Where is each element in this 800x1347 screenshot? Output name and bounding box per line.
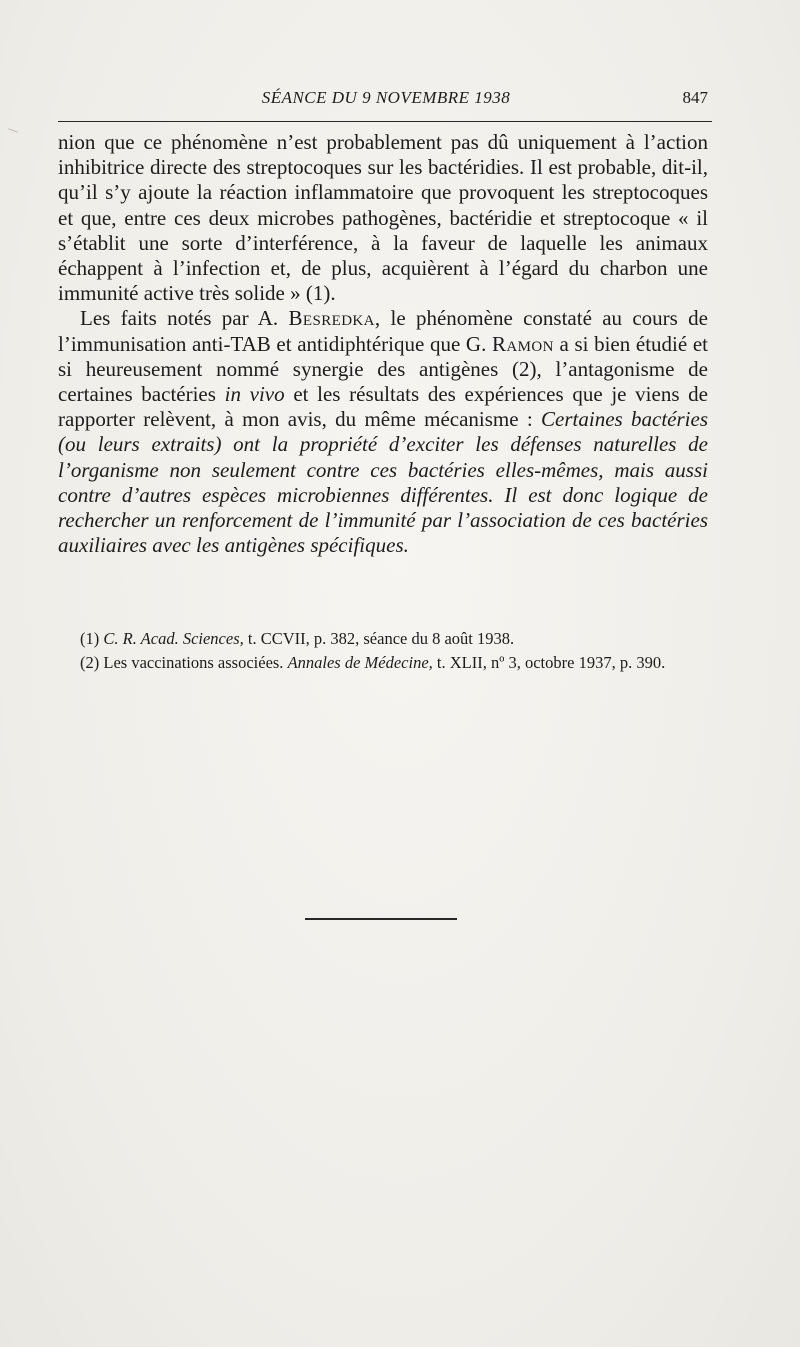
paragraph-2-part-c: a si bien étudié et si heureusement nommé synergie des antigènes (2), l’antagonisme de certaines bactéries — [58, 331, 708, 407]
header-rule — [58, 121, 712, 122]
footnote-2 — [58, 651, 708, 675]
footnote-1-number: (1) — [80, 629, 100, 648]
paragraph-2 — [58, 306, 708, 558]
conclusion-italic: Certaines bactéries (ou leurs extraits) ont la propriété d’exciter les défenses naturelles de l’organisme non seulement contre ces bactéries elles-mêmes, mais aussi contre d’autres espèces microbiennes différentes. Il est donc logique de rechercher un renforcement de l’immunité par l’association de ces bactéries auxiliaires avec les antigènes spécifiques. — [58, 407, 709, 558]
footnote-1-source: C. R. Acad. Sciences, — [103, 629, 244, 648]
paragraph-2-part-a: Les faits notés par A. — [80, 306, 279, 331]
author-ramon: Ramon — [492, 331, 554, 356]
term-in-vivo: in vivo — [224, 382, 285, 407]
footnote-2-details: t. XLII, nº 3, octobre 1937, p. 390. — [436, 653, 666, 672]
body-text — [58, 130, 708, 558]
footnote-2-journal: Annales de Médecine, — [287, 653, 433, 672]
footnote-1 — [58, 627, 708, 651]
footnote-1-details: t. CCVII, p. 382, séance du 8 août 1938. — [247, 629, 515, 648]
end-rule — [305, 918, 457, 920]
running-title: SÉANCE DU 9 NOVEMBRE 1938 — [261, 88, 511, 107]
footnote-2-number: (2) — [80, 653, 100, 672]
paragraph-2-part-b: , le phénomène constaté au cours de l’immunisation anti-TAB et antidiphtérique que G. — [58, 306, 709, 356]
footnotes — [58, 627, 708, 675]
author-besredka: Besredka — [288, 306, 375, 331]
paragraph-2-part-d: et les résultats des expériences que je viens de rapporter relèvent, à mon avis, du même mécanisme : — [58, 382, 708, 432]
footnote-2-title: Les vaccinations associées. — [103, 653, 284, 672]
margin-mark — [8, 128, 18, 132]
running-head — [58, 88, 714, 118]
paragraph-1: nion que ce phénomène n’est probablement pas dû uniquement à l’action inhibitrice directe des streptocoques sur les bactéridies. Il est probable, dit-il, qu’il s’y ajoute la réaction inflammatoire que provoquent les streptocoques et que, entre ces deux microbes pathogènes, bactéridie et streptocoque « il s’établit une sorte d’interférence, à la faveur de laquelle les animaux échappent à l’infection et, de plus, acquièrent à l’égard du charbon une immunité active très solide » (1). — [58, 130, 708, 306]
page-number: 847 — [682, 88, 708, 107]
